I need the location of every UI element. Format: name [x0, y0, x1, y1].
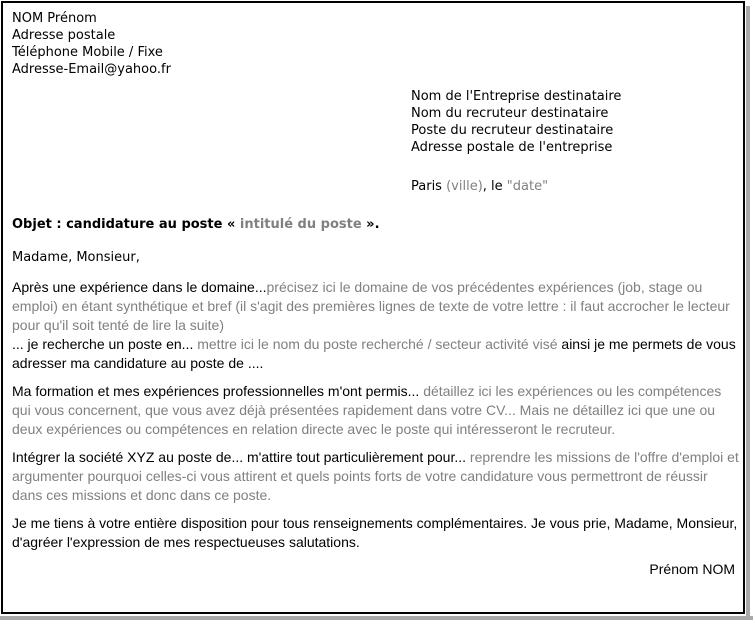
letter-text: Je me tiens à votre entière disposition pour tous renseignements complémentaires. Je vous prie, Madame, Monsieur, d'agréer l'expression de mes respectueuses salutations.	[12, 515, 738, 550]
letter-text: ... je recherche un poste en...	[12, 336, 198, 352]
sender-address: Adresse postale	[12, 28, 116, 43]
sender-phone: Téléphone Mobile / Fixe	[12, 45, 163, 60]
placeholder-text: "date"	[506, 179, 549, 194]
paragraph-intro	[12, 278, 740, 373]
letter-text: ainsi je me permets de vous adresser ma candidature au poste de ....	[12, 336, 736, 371]
placeholder-text: (ville)	[446, 179, 483, 194]
right-shadow-bar	[746, 6, 750, 620]
placeholder-text: mettre ici le nom du poste recherché / secteur activité visé	[197, 336, 562, 352]
letter-text: ».	[361, 217, 380, 232]
signature: Prénom NOM	[649, 561, 735, 577]
bottom-shadow-bar	[0, 616, 753, 620]
sender-name: NOM Prénom	[12, 11, 97, 26]
recipient-company: Nom de l'Entreprise destinataire	[411, 89, 622, 104]
letter-text: Ma formation et mes expériences professionnelles m'ont permis...	[12, 383, 424, 399]
sender-block	[12, 10, 740, 78]
letter-text: Paris	[411, 179, 447, 194]
recipient-block	[411, 88, 740, 156]
letter-body	[12, 278, 740, 552]
recipient-company-address: Adresse postale de l'entreprise	[411, 140, 613, 155]
subject-line	[12, 216, 740, 234]
placeholder-text: détaillez ici les expériences ou les compétences qui vous concernent, que vous avez déjà présentées rapidement dans votre CV... Mais ne détaillez ici que une ou deux expériences ou compétences en relation directe avec le poste qui intéresseront le recruteur.	[12, 383, 722, 437]
recipient-recruiter-name: Nom du recruteur destinataire	[411, 106, 609, 121]
letter-text: , le	[482, 179, 507, 194]
salutation: Madame, Monsieur,	[12, 250, 140, 265]
paragraph-closing	[12, 514, 740, 552]
recipient-recruiter-title: Poste du recruteur destinataire	[411, 123, 614, 138]
letter-text: Après une expérience dans le domaine...	[12, 279, 267, 295]
placeholder-text: précisez ici le domaine de vos précédentes expériences (job, stage ou emploi) en étant synthétique et bref (il s'agit des premières lignes de texte de votre lettre : il faut accrocher le lecteur pour qu'il soit tenté de lire la suite)	[12, 279, 730, 333]
paragraph-motivation	[12, 448, 740, 505]
sender-email: Adresse-Email@yahoo.fr	[12, 62, 171, 77]
placeholder-text: intitulé du poste	[239, 217, 362, 232]
letter-page	[1, 1, 745, 614]
letter-text: Intégrer la société XYZ au poste de... m'attire tout particulièrement pour...	[12, 449, 470, 465]
placeholder-text: reprendre les missions de l'offre d'emploi et argumenter pourquoi celles-ci vous attirent et quels points forts de votre candidature vous permettront de réussir dans ces missions et donc dans ce poste.	[12, 449, 739, 503]
paragraph-experience	[12, 382, 740, 439]
date-line	[411, 178, 740, 195]
letter-text: Objet : candidature au poste «	[12, 217, 240, 232]
